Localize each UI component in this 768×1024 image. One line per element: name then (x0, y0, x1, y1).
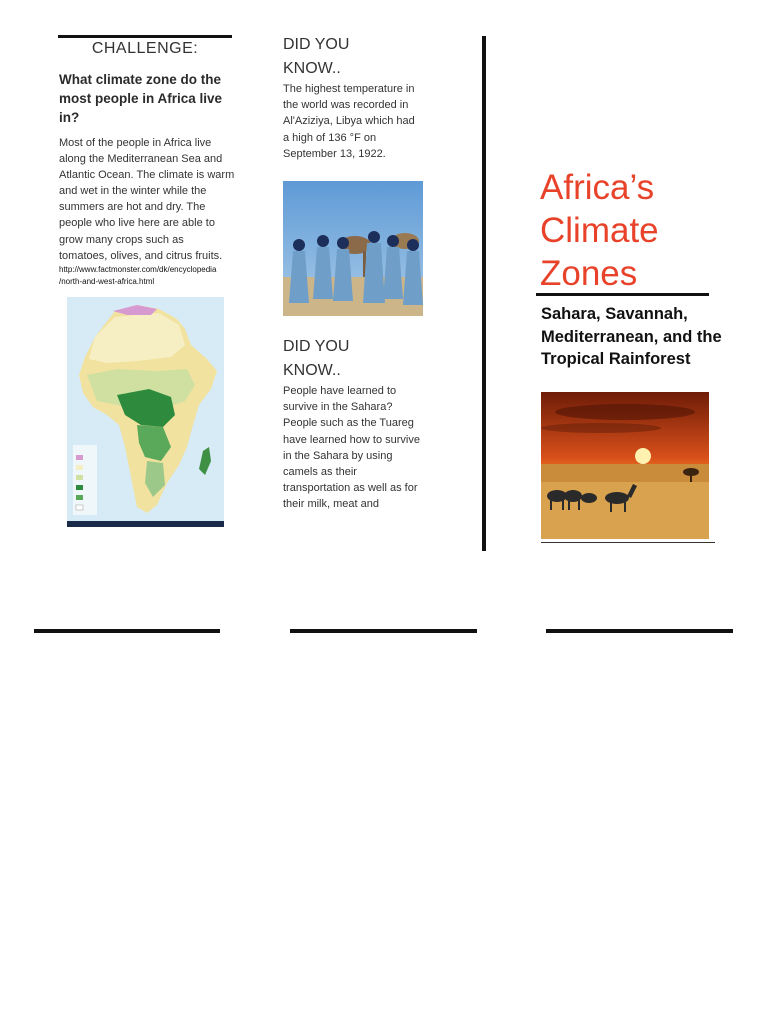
challenge-answer-text: Most of the people in Africa live along the Mediterranean Sea and Atlantic Ocean. The climate is warm and wet in the winter while the summers are hot and dry. The people who live here are able to grow many crops such as tomatoes, olives, and citrus fruits. (59, 137, 235, 262)
brochure-title (540, 166, 740, 295)
source-link-line1[interactable]: http://www.factmonster.com/dk/encyclopedia (59, 265, 217, 274)
bottom-rule-left (34, 629, 220, 633)
savanna-sunset-photo (541, 392, 709, 539)
source-link-line2[interactable]: /north-and-west-africa.html (59, 277, 155, 286)
tuareg-people-photo (283, 181, 423, 316)
fact1-text: The highest temperature in the world was recorded in Al'Aziziya, Libya which had a high of 136 °F on September 13, 1922. (283, 83, 415, 160)
fact1-heading (283, 33, 423, 81)
cover-underline (541, 542, 715, 543)
title-line3: Zones (540, 254, 638, 293)
africa-climate-map (67, 297, 224, 527)
fact2-heading-line1: DID YOU (283, 338, 350, 355)
bottom-rule-right (546, 629, 733, 633)
challenge-heading: CHALLENGE: (91, 40, 199, 57)
title-rule (536, 293, 709, 296)
fact2-heading-line2: KNOW.. (283, 362, 341, 379)
fact2-heading (283, 335, 423, 383)
fact1-heading-line2: KNOW.. (283, 60, 341, 77)
challenge-question: What climate zone do the most people in Africa live in? (59, 72, 223, 125)
challenge-top-rule (58, 35, 232, 38)
fact1-heading-line1: DID YOU (283, 36, 350, 53)
title-line2: Climate (540, 211, 659, 250)
source-link[interactable] (59, 264, 239, 288)
fold-divider (482, 36, 486, 551)
title-line1: Africa’s (540, 168, 655, 207)
fact2-text: People have learned to survive in the Sahara? People such as the Tuareg have learned how to survive in the Sahara by using camels as their transportation as well as for their milk, meat and (283, 385, 420, 511)
bottom-rule-middle (290, 629, 477, 633)
brochure-subtitle: Sahara, Savannah, Mediterranean, and the Tropical Rainforest (541, 305, 722, 368)
